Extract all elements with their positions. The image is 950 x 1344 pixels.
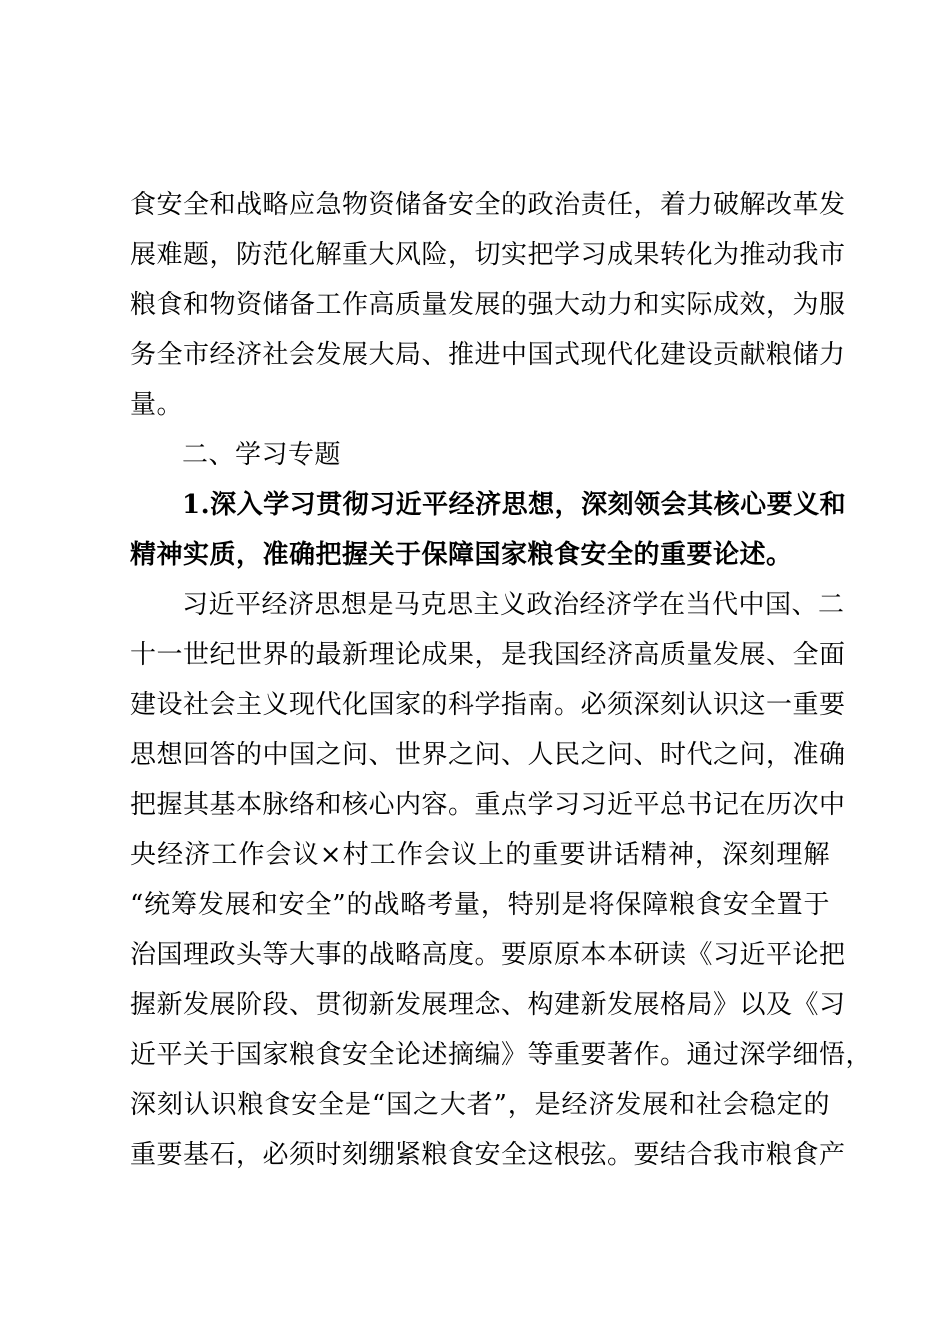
text-line: 建设社会主义现代化国家的科学指南。必须深刻认识这一重要 [130,690,846,720]
text-line: 思想回答的中国之问、世界之问、人民之问、时代之问，准确 [130,740,846,770]
text-line: 央经济工作会议×村工作会议上的重要讲话精神，深刻理解 [130,840,830,870]
section-heading: 二、学习专题 [182,440,342,470]
text-line: 近平关于国家粮食安全论述摘编》等重要著作。通过深学细悟， [130,1040,873,1070]
document-body [130,180,873,1180]
text-line: 治国理政头等大事的战略高度。要原原本本研读《习近平论把 [130,940,846,970]
text-line: 务全市经济社会发展大局、推进中国式现代化建设贡献粮储力 [130,340,846,370]
text-line: 展难题，防范化解重大风险，切实把学习成果转化为推动我市 [130,240,846,270]
subheading-line: 1.深入学习贯彻习近平经济思想，深刻领会其核心要义和 [182,490,847,520]
text-line: 重要基石，必须时刻绷紧粮食安全这根弦。要结合我市粮食产 [130,1140,846,1170]
text-line: 深刻认识粮食安全是“国之大者”，是经济发展和社会稳定的 [130,1090,830,1120]
paragraph-body [130,580,873,1180]
subheading [130,480,847,580]
text-line: 十一世纪世界的最新理论成果，是我国经济高质量发展、全面 [130,640,846,670]
text-line: 握新发展阶段、贯彻新发展理念、构建新发展格局》以及《习 [130,990,846,1020]
subheading-line: 精神实质，准确把握关于保障国家粮食安全的重要论述。 [130,540,793,570]
text-line: 习近平经济思想是马克思主义政治经济学在当代中国、二 [182,590,845,620]
text-line: 把握其基本脉络和核心内容。重点学习习近平总书记在历次中 [130,790,846,820]
text-line: “统筹发展和安全”的战略考量，特别是将保障粮食安全置于 [130,890,830,920]
text-line: 量。 [130,390,184,420]
text-line: 食安全和战略应急物资储备安全的政治责任，着力破解改革发 [130,190,846,220]
text-line: 粮食和物资储备工作高质量发展的强大动力和实际成效，为服 [130,290,846,320]
paragraph-continued [130,180,846,430]
